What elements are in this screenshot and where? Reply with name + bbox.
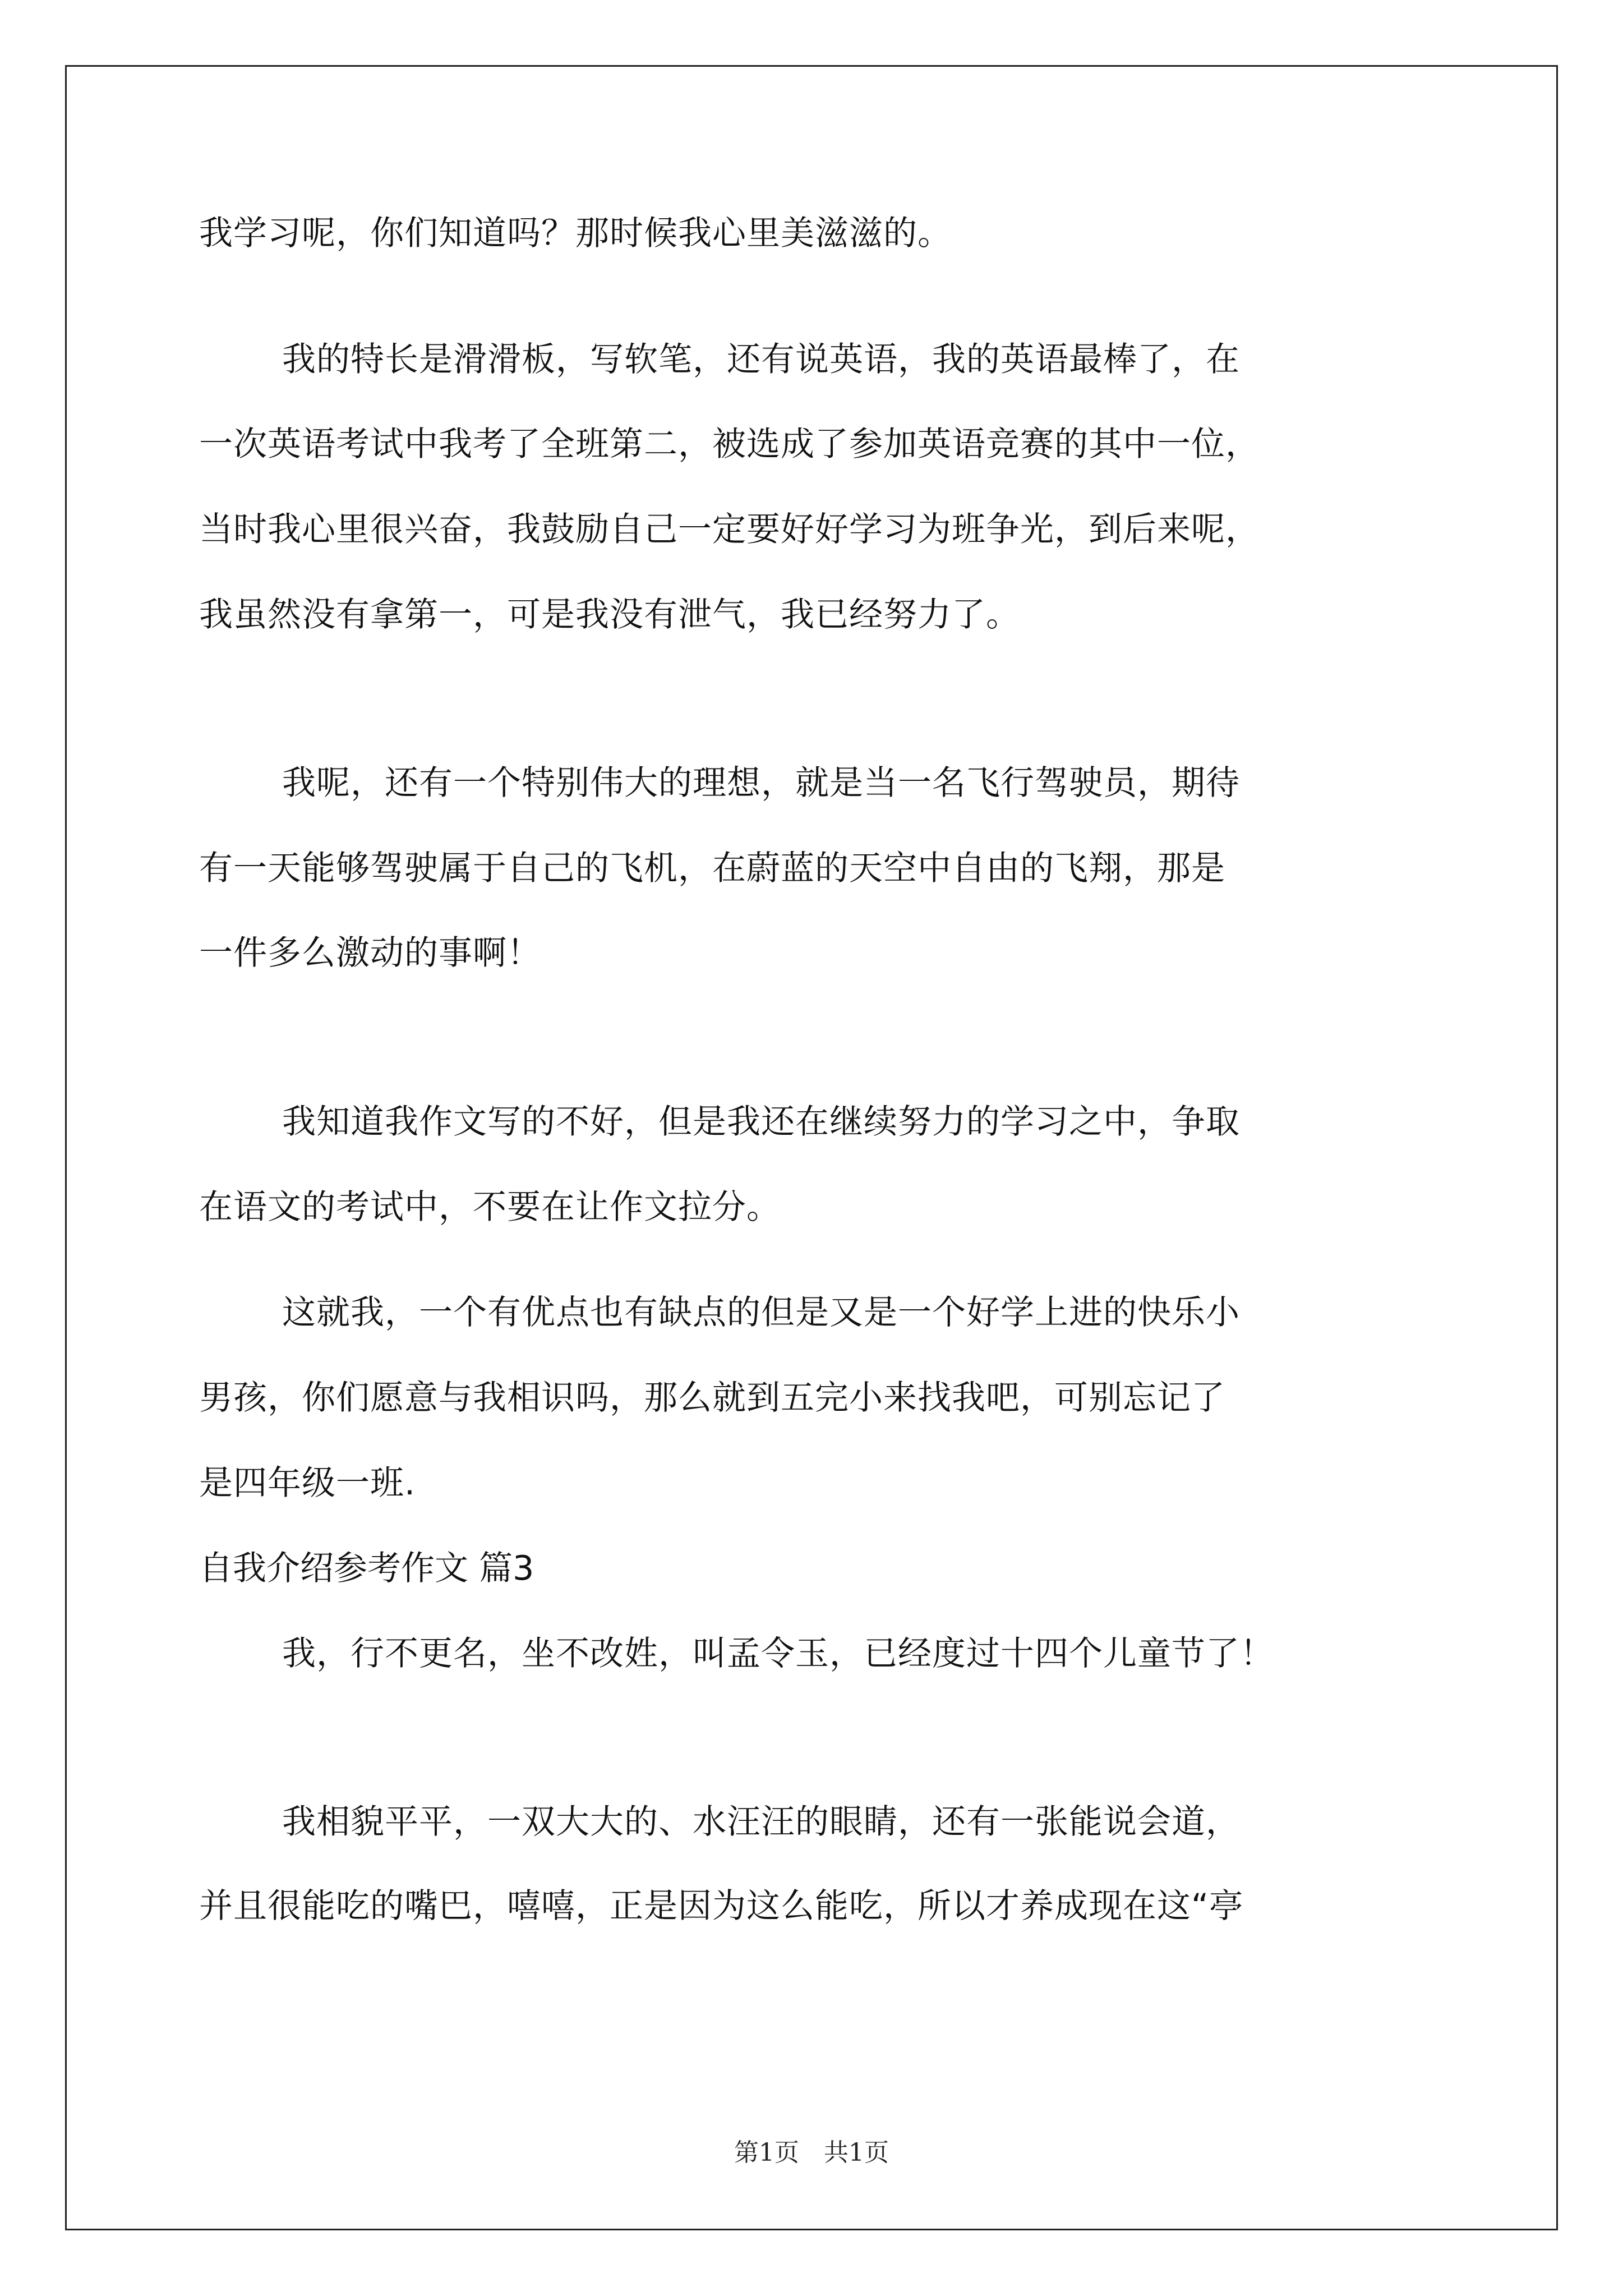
text-line-11: 这就我，一个有优点也有缺点的但是又是一个好学上进的快乐小 (282, 1293, 1240, 1332)
text-line-1: 我学习呢，你们知道吗？那时候我心里美滋滋的。 (199, 214, 952, 253)
text-line-17: 并且很能吃的嘴巴，嘻嘻，正是因为这么能吃，所以才养成现在这“亭 (199, 1887, 1244, 1926)
text-line-3: 一次英语考试中我考了全班第二，被选成了参加英语竞赛的其中一位， (199, 425, 1260, 464)
page-number-footer: 第1页 共1页 (734, 2138, 889, 2167)
text-line-9: 我知道我作文写的不好，但是我还在继续努力的学习之中，争取 (282, 1102, 1240, 1142)
text-line-12: 男孩，你们愿意与我相识吗，那么就到五完小来找我吧，可别忘记了 (199, 1378, 1225, 1418)
text-line-6: 我呢，还有一个特别伟大的理想，就是当一名飞行驾驶员，期待 (282, 763, 1240, 803)
section-heading: 自我介绍参考作文 篇3 (199, 1549, 534, 1588)
text-line-16: 我相貌平平，一双大大的、水汪汪的眼睛，还有一张能说会道， (282, 1802, 1240, 1842)
text-line-13: 是四年级一班. (199, 1464, 416, 1503)
text-line-2: 我的特长是滑滑板，写软笔，还有说英语，我的英语最棒了，在 (282, 340, 1240, 379)
text-line-7: 有一天能够驾驶属于自己的飞机，在蔚蓝的天空中自由的飞翔，那是 (199, 849, 1225, 888)
text-line-4: 当时我心里很兴奋，我鼓励自己一定要好好学习为班争光，到后来呢， (199, 510, 1260, 549)
text-line-15: 我，行不更名，坐不改姓，叫孟令玉，已经度过十四个儿童节了！ (282, 1634, 1274, 1673)
text-line-5: 我虽然没有拿第一，可是我没有泄气，我已经努力了。 (199, 595, 1020, 634)
text-line-8: 一件多么激动的事啊！ (199, 933, 541, 973)
text-line-10: 在语文的考试中，不要在让作文拉分。 (199, 1188, 781, 1227)
